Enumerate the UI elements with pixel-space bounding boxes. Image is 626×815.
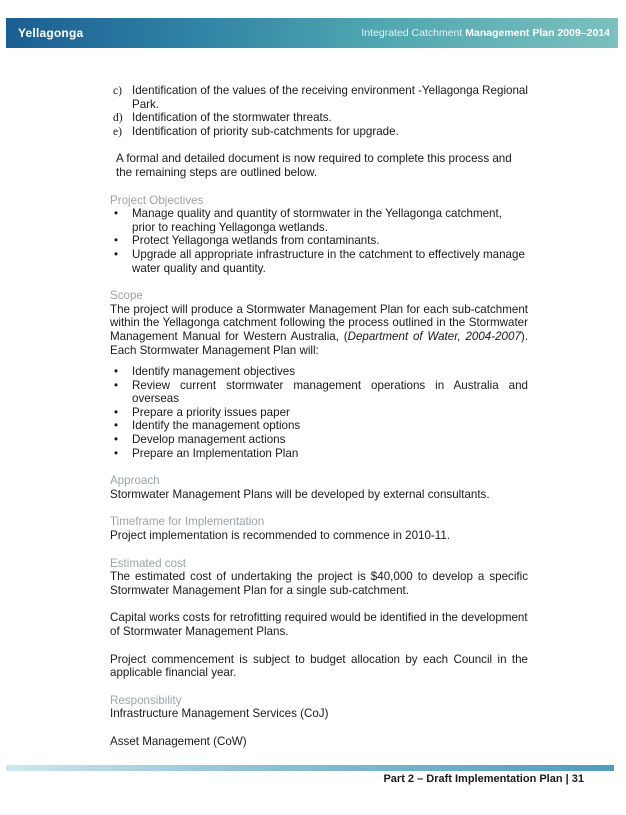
intro-paragraph: A formal and detailed document is now required to complete this process and the remaining steps are outlined below. [116,152,512,179]
bullet-icon: • [114,446,119,460]
list-item [110,125,528,139]
list-item-text: Upgrade all appropriate infrastructure in the catchment to effectively manage water quality and quantity. [132,247,525,275]
bullet-icon: • [114,419,119,433]
scope-reference: Department of Water, 2004-2007 [347,329,521,343]
header-document-title [361,27,610,39]
cost-paragraph-3: Project commencement is subject to budget allocation by each Council in the applicable financial year. [110,652,528,680]
header-bar [6,18,618,48]
list-item-text: Protect Yellagonga wetlands from contaminants. [132,234,380,248]
list-item [110,365,528,379]
list-item-text: Identify management objectives [132,365,296,379]
list-item [110,433,528,447]
objectives-heading: Project Objectives [110,193,204,207]
list-item [110,379,528,406]
scope-heading: Scope [110,289,143,303]
cost-heading: Estimated cost [110,556,187,570]
page-content [110,84,528,763]
list-item-text: Develop management actions [132,433,286,447]
list-item-text: Prepare a priority issues paper [132,405,290,419]
header-subtitle-light: Integrated Catchment [361,27,463,39]
scope-paragraph [110,303,528,357]
timeframe-heading: Timeframe for Implementation [110,515,265,529]
list-item-text: Identification of the values of the receiving environment -Yellagonga Regional Park. [132,84,528,111]
header-title: Yellagonga [18,26,84,40]
bullet-icon: • [114,247,119,261]
list-item [110,447,528,461]
list-item-text: Identify the management options [132,419,301,433]
list-item-text: Manage quality and quantity of stormwater in the Yellagonga catchment, prior to reaching Yellagonga wetlands. [132,207,502,234]
list-item [110,419,528,433]
list-item [110,207,528,234]
scope-text-start: The project will produce a Stormwater Management Plan for each sub-catchment within the Yellagonga catchment following the process outlined in the Stormwater Management Manual for Western Australia, ( [110,302,528,343]
list-item [110,234,528,248]
scope-list [110,365,528,460]
approach-paragraph: Stormwater Management Plans will be developed by external consultants. [110,487,490,501]
objectives-list [110,207,528,275]
list-item-text: Identification of the stormwater threats. [132,111,332,125]
list-item [110,406,528,420]
lettered-list [110,84,528,138]
footer-bar [6,765,614,771]
list-item-text: Identification of priority sub-catchments for upgrade. [132,124,399,138]
list-item-text: Prepare an Implementation Plan [132,446,299,460]
cost-paragraph-2: Capital works costs for retrofitting required would be identified in the development of Stormwater Management Plans. [110,611,528,638]
bullet-icon: • [114,234,119,248]
bullet-icon: • [114,365,119,379]
bullet-icon: • [114,207,119,221]
bullet-icon: • [114,378,119,392]
list-marker: e) [113,124,123,138]
responsibility-line-2: Asset Management (CoW) [110,734,247,748]
cost-paragraph-1: The estimated cost of undertaking the project is $40,000 to develop a specific Stormwater Management Plan for a single sub-catchment. [110,570,528,597]
list-marker: d) [113,111,123,125]
responsibility-line-1: Infrastructure Management Services (CoJ) [110,707,329,721]
scope-text-end: ). Each Stormwater Management Plan will: [110,329,528,357]
footer-page-label: Part 2 – Draft Implementation Plan | 31 [383,773,584,785]
list-item [110,111,528,125]
bullet-icon: • [114,405,119,419]
list-item [110,84,528,111]
list-item [110,248,528,275]
list-marker: c) [113,84,123,97]
bullet-icon: • [114,433,119,447]
list-item-text: Review current stormwater management operations in Australia and overseas [132,378,528,406]
responsibility-heading: Responsibility [110,693,182,707]
header-subtitle-bold: Management Plan 2009–2014 [465,27,610,39]
approach-heading: Approach [110,474,160,488]
timeframe-paragraph: Project implementation is recommended to commence in 2010-11. [110,529,451,543]
